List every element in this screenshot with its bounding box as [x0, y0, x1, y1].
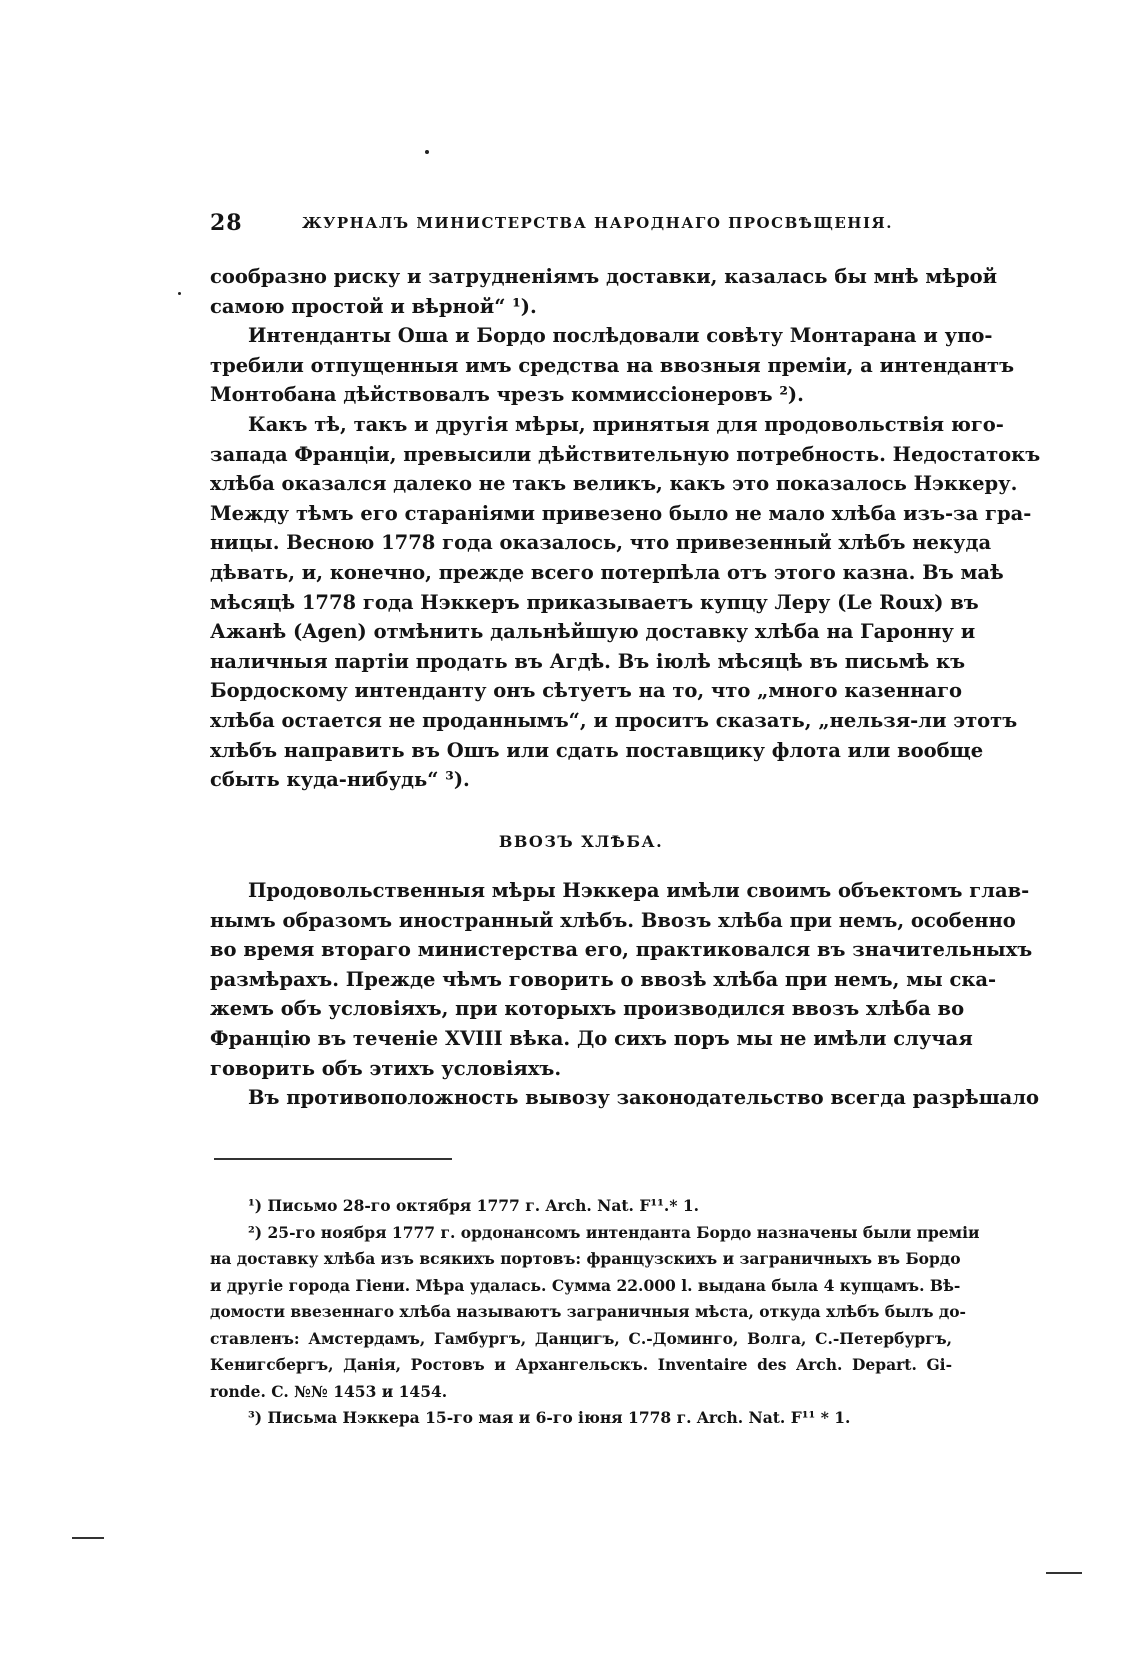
print-speck [425, 150, 429, 154]
text-line: сообразно риску и затрудненіямъ доставки, казалась бы мнѣ мѣрой [210, 265, 998, 288]
text-line: Между тѣмъ его стараніями привезено было не мало хлѣба изъ-за гра- [210, 501, 1032, 525]
running-title: ЖУРНАЛЪ МИНИСТЕРСТВА НАРОДНАГО ПРОСВѢЩЕНІЯ. [302, 214, 893, 232]
text-line: жемъ объ условіяхъ, при которыхъ производился ввозъ хлѣба во [210, 997, 965, 1021]
text-line: Какъ тѣ, такъ и другія мѣры, принятыя для продовольствія юго- [248, 412, 1004, 436]
page-number: 28 [210, 210, 243, 236]
text-line: Въ противоположность вывозу законодательство всегда разрѣшало [248, 1086, 1040, 1110]
footnote-line: ³) Письма Нэккера 15-го мая и 6-го іюня 1778 г. Arch. Nat. F¹¹ * 1. [248, 1408, 851, 1427]
text-line: самою простой и вѣрной“ ¹). [210, 294, 537, 318]
page-header [210, 210, 950, 240]
footnotes [210, 1193, 980, 1432]
body-text-section-2 [210, 876, 1040, 1113]
text-line: нымъ образомъ иностранный хлѣбъ. Ввозъ хлѣба при немъ, особенно [210, 908, 1016, 932]
footnote-line: ronde. C. №№ 1453 и 1454. [210, 1381, 448, 1401]
text-line: Бордоскому интенданту онъ сѣтуетъ на то, что „много казеннаго [210, 679, 963, 703]
text-line: Францію въ теченіе XVIII вѣка. До сихъ поръ мы не имѣли случая [210, 1026, 973, 1050]
text-line: Монтобана дѣйствовалъ чрезъ коммиссіонеровъ ²). [210, 383, 804, 407]
footnote-separator [214, 1158, 452, 1160]
footnote-line: Кенигсбергъ, Данія, Ростовъ и Архангельскъ. Inventaire des Arch. Depart. Gi- [210, 1355, 952, 1374]
text-line: во время втораго министерства его, практиковался въ значительныхъ [210, 938, 1033, 962]
text-line: говорить объ этихъ условіяхъ. [210, 1056, 562, 1080]
footnote-line: ¹) Письмо 28-го октября 1777 г. Arch. Nat. F¹¹.* 1. [248, 1196, 699, 1215]
text-line: ницы. Весною 1778 года оказалось, что привезенный хлѣбъ некуда [210, 531, 992, 555]
footnote-line: ставленъ: Амстердамъ, Гамбургъ, Данцигъ, С.-Доминго, Волга, С.-Петербургъ, [210, 1328, 952, 1348]
text-line: требили отпущенныя имъ средства на ввозныя преміи, а интендантъ [210, 353, 1015, 377]
print-speck [178, 292, 181, 295]
footnote-line: домости ввезеннаго хлѣба называютъ заграничныя мѣста, откуда хлѣбъ былъ до- [210, 1302, 966, 1321]
text-line: запада Франціи, превысили дѣйствительную потребность. Недостатокъ [210, 442, 1041, 466]
footnote-line: ²) 25-го ноября 1777 г. ордонансомъ интенданта Бордо назначены были преміи [248, 1222, 980, 1242]
text-line: сбыть куда-нибудь“ ³). [210, 768, 470, 792]
text-line: Продовольственныя мѣры Нэккера имѣли своимъ объектомъ глав- [248, 879, 1030, 902]
footnote-line: и другіе города Гіени. Мѣра удалась. Сумма 22.000 l. выдана была 4 купцамъ. Вѣ- [210, 1275, 961, 1295]
margin-mark-left [72, 1537, 104, 1539]
text-line: Ажанѣ (Agen) отмѣнить дальнѣйшую доставку хлѣба на Гаронну и [210, 620, 976, 644]
body-text-section-1 [210, 262, 1041, 795]
footnote-line: на доставку хлѣба изъ всякихъ портовъ: французскихъ и заграничныхъ въ Бордо [210, 1249, 961, 1268]
text-line: дѣвать, и, конечно, прежде всего потерпѣла отъ этого казна. Въ маѣ [210, 560, 1004, 584]
text-line: размѣрахъ. Прежде чѣмъ говорить о ввозѣ хлѣба при немъ, мы ска- [210, 967, 997, 991]
text-line: наличныя партіи продать въ Агдѣ. Въ іюлѣ мѣсяцѣ въ письмѣ къ [210, 649, 966, 673]
text-line: Интенданты Оша и Бордо послѣдовали совѣту Монтарана и упо- [248, 324, 993, 348]
text-line: хлѣба остается не проданнымъ“, и проситъ сказать, „нельзя-ли этотъ [210, 708, 1018, 732]
text-line: хлѣбъ направить въ Ошъ или сдать поставщику флота или вообще [210, 738, 984, 762]
text-line: хлѣба оказался далеко не такъ великъ, какъ это показалось Нэккеру. [210, 472, 1018, 496]
text-line: мѣсяцѣ 1778 года Нэккеръ приказываетъ купцу Леру (Le Roux) въ [210, 590, 979, 614]
section-heading: ВВОЗЪ ХЛѢБА. [498, 832, 664, 851]
margin-mark-right [1046, 1572, 1082, 1574]
